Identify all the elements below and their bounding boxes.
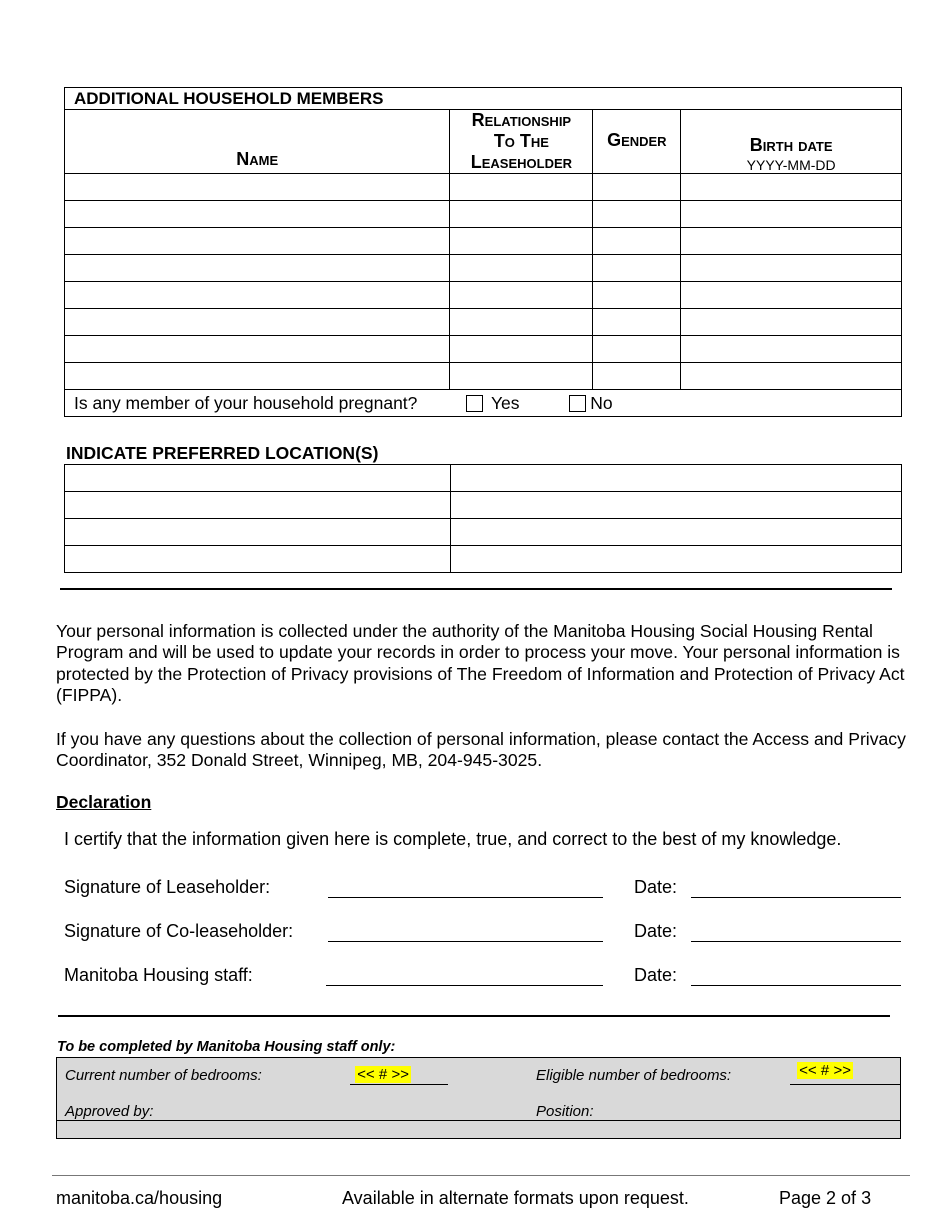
- privacy-contact-paragraph: If you have any questions about the collection of personal information, please contact the Access and Privacy Coordinator, 352 Donald Street, Winnipeg, MB, 204-945-3025.: [56, 729, 906, 771]
- preferred-locations-table: [64, 464, 902, 573]
- location-row[interactable]: [65, 546, 902, 573]
- sig-staff-line[interactable]: [326, 985, 603, 986]
- sig-staff-label: Manitoba Housing staff:: [64, 965, 253, 985]
- location-row[interactable]: [65, 492, 902, 519]
- household-title: ADDITIONAL HOUSEHOLD MEMBERS: [65, 88, 902, 110]
- sig-leaseholder-line[interactable]: [328, 897, 603, 898]
- approved-by-line[interactable]: [207, 1120, 505, 1121]
- section-divider: [60, 588, 892, 590]
- col-name-header: Name: [65, 110, 450, 174]
- location-cell[interactable]: [65, 546, 451, 573]
- section-divider: [58, 1015, 890, 1017]
- pregnant-yes-label: Yes: [490, 392, 520, 413]
- eligible-bedrooms-value[interactable]: << # >>: [799, 1062, 851, 1079]
- pregnant-no-label: No: [590, 392, 613, 413]
- current-bedrooms-label: Current number of bedrooms:: [65, 1067, 262, 1084]
- member-row[interactable]: [65, 255, 902, 282]
- privacy-paragraph: Your personal information is collected under the authority of the Manitoba Housing Social Housing Rental Program and will be used to update your records in order to process your move. Your personal information is protected by the Protection of Privacy provisions of The Freedom of Information and Protection of Privacy Act (FIPPA).: [56, 621, 905, 705]
- current-bedrooms-value[interactable]: << # >>: [357, 1066, 409, 1083]
- pregnant-no-checkbox[interactable]: [569, 395, 586, 412]
- member-row[interactable]: [65, 336, 902, 363]
- member-row[interactable]: [65, 282, 902, 309]
- date-coleaseholder-line[interactable]: [691, 941, 901, 942]
- current-bedrooms-line: [350, 1084, 448, 1085]
- sig-coleaseholder-line[interactable]: [328, 941, 603, 942]
- staff-heading: To be completed by Manitoba Housing staff only:: [57, 1039, 396, 1055]
- position-label: Position:: [536, 1103, 594, 1120]
- pregnant-yes-checkbox[interactable]: [466, 395, 483, 412]
- footer-website: manitoba.ca/housing: [56, 1188, 223, 1208]
- sig-leaseholder-label: Signature of Leaseholder:: [64, 877, 271, 897]
- date-leaseholder-line[interactable]: [691, 897, 901, 898]
- location-cell[interactable]: [65, 465, 451, 492]
- member-row[interactable]: [65, 363, 902, 390]
- location-cell[interactable]: [450, 519, 901, 546]
- date-label: Date:: [634, 965, 678, 985]
- declaration-statement: I certify that the information given here is complete, true, and correct to the best of my knowledge.: [64, 829, 842, 849]
- household-members-table: [64, 87, 902, 417]
- locations-title: INDICATE PREFERRED LOCATION(S): [66, 443, 379, 463]
- location-row[interactable]: [65, 465, 902, 492]
- location-cell[interactable]: [65, 492, 451, 519]
- footer-divider: [52, 1175, 910, 1176]
- col-relationship-header: Relationship To The Leaseholder: [450, 110, 593, 174]
- sig-coleaseholder-label: Signature of Co-leaseholder:: [64, 921, 294, 941]
- location-cell[interactable]: [450, 465, 901, 492]
- date-label: Date:: [634, 921, 678, 941]
- pregnant-question: Is any member of your household pregnant?: [65, 390, 450, 417]
- date-staff-line[interactable]: [691, 985, 901, 986]
- location-row[interactable]: [65, 519, 902, 546]
- member-row[interactable]: [65, 201, 902, 228]
- approved-by-label: Approved by:: [65, 1103, 154, 1120]
- eligible-bedrooms-line: [790, 1084, 900, 1085]
- member-row[interactable]: [65, 174, 902, 201]
- footer-alt-formats: Available in alternate formats upon request.: [342, 1188, 689, 1208]
- location-cell[interactable]: [450, 492, 901, 519]
- member-row[interactable]: [65, 309, 902, 336]
- date-label: Date:: [634, 877, 678, 897]
- position-line[interactable]: [615, 1120, 901, 1121]
- col-birthdate-header: Birth date YYYY-MM-DD: [681, 110, 902, 174]
- location-cell[interactable]: [450, 546, 901, 573]
- member-row[interactable]: [65, 228, 902, 255]
- col-gender-header: Gender: [593, 110, 681, 174]
- footer-page-number: Page 2 of 3: [779, 1188, 872, 1208]
- declaration-heading: Declaration: [56, 792, 152, 812]
- eligible-bedrooms-label: Eligible number of bedrooms:: [536, 1067, 732, 1084]
- location-cell[interactable]: [65, 519, 451, 546]
